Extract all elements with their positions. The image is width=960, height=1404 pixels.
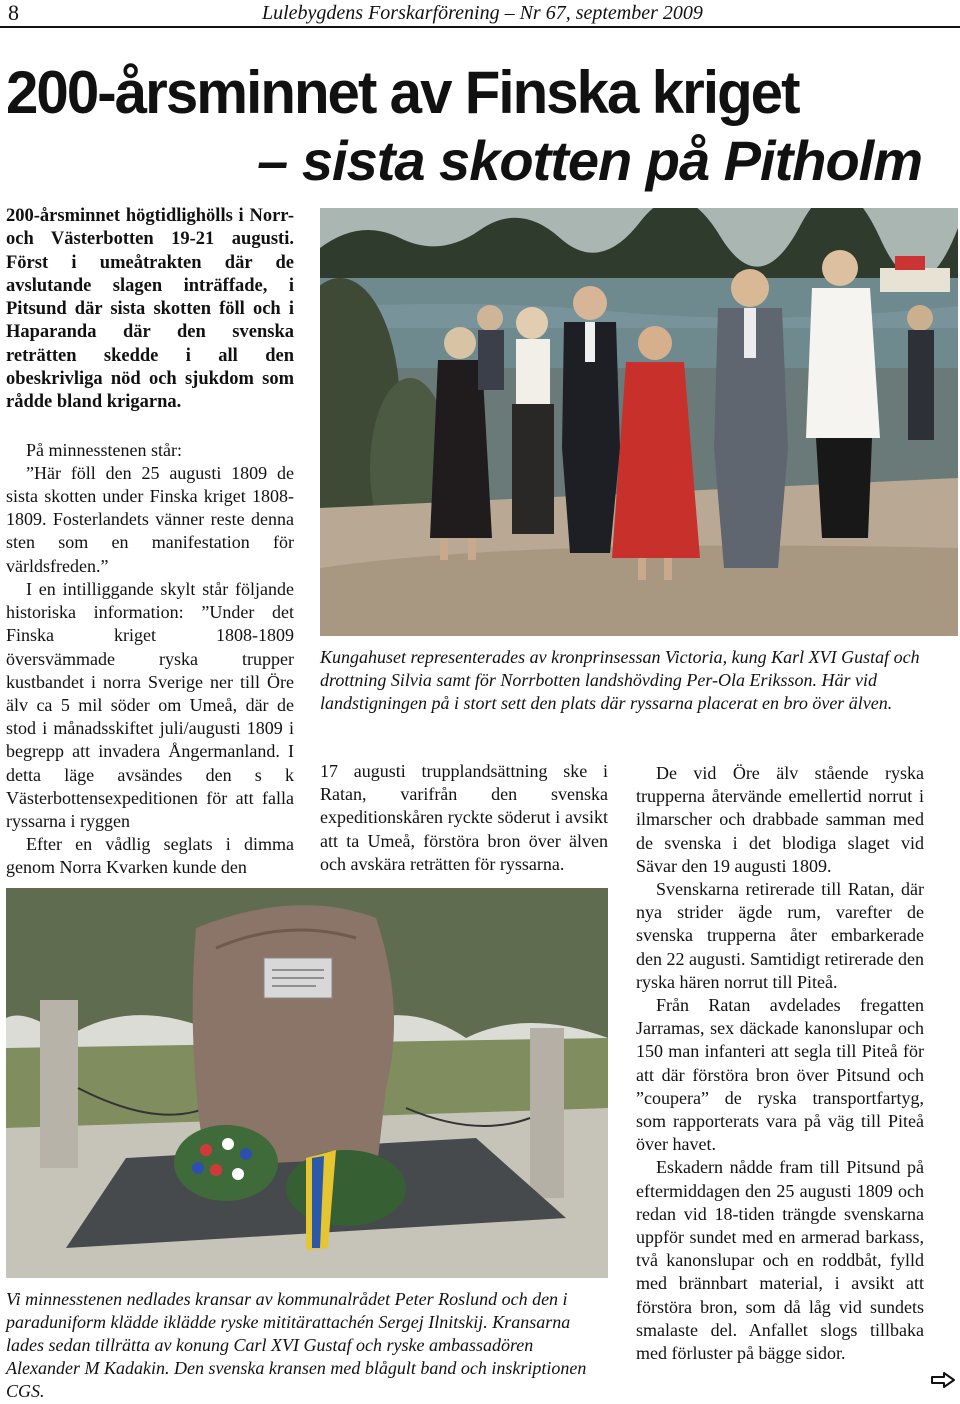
column-1 <box>6 205 294 880</box>
memorial-photo-illustration <box>6 888 608 1278</box>
col3-paragraph: Från Ratan avdelades fregatten Jarramas, sex däckade kanonslupar och 150 man infanteri att segla till Piteå för att där förstöra bron över Pitsund och ”coupera” de ryska transportfartyg, som rapporterats vara på väg till Piteå över havet. <box>636 995 924 1155</box>
royals-photo-illustration <box>320 208 958 636</box>
col1-paragraph: På minnesstenen står: <box>26 439 182 460</box>
col1-paragraph: I en intilliggande skylt står följande historiska information: ”Under det Finska kriget 1808-1809 översvämmade ryska trupper kustbandet i norra Sverige ner till Öre älv ca 5 mil söder om Umeå, där de stod i månadsskiftet juli/augusti 1809 i begrepp att invadera Ångermanland. I detta läge avsändes den s k Västerbottensexpeditionen för att falla ryssarna i ryggen <box>6 578 294 831</box>
page-number: 8 <box>8 0 19 25</box>
photo-caption-top: Kungahuset representerades av kronprinsessan Victoria, kung Karl XVI Gustaf och drottning Silvia samt för Norrbotten landshövding Per-Ola Eriksson. Här vid landstigningen på i stort sett den plats där ryssarna placerat en bro över älven. <box>320 647 920 713</box>
photo-caption-bottom: Vi minnesstenen nedlades kransar av kommunalrådet Peter Roslund och den i paraduniform klädde ikläddе ryske mititärattachén Sergej Ilnitskij. Kransarna lades sedan tillrätta av konung Carl XVI Gustaf och ryske ambassadören Alexander M Kadakin. Den svenska kransen med blågult band och inskriptionen CGS. <box>6 1289 587 1401</box>
col3-paragraph: De vid Öre älv stående ryska trupperna återvände emellertid norrut i ilmarscher och drabbade samman med de svenska i det blodiga slaget vid Sävar den 19 augusti 1809. <box>636 763 924 876</box>
article-subtitle: – sista skotten på Pitholm <box>257 129 922 192</box>
memorial-stone-photo <box>6 888 608 1278</box>
royals-photo <box>320 208 958 636</box>
col3-paragraph: Eskadern nådde fram till Pitsund på eftermiddagen den 25 augusti 1809 och redan vid 18-tiden trängde svenskarna uppför sundet med en armerad barkass, två kanonslupar och en roddbåt, fylld med brännbart material, i avsikt att förstöra bron, som då låg vid sundets smalaste del. Anfallet slogs tillbaka med förluster på bägge sidor. <box>636 1157 924 1364</box>
continue-arrow-icon <box>930 1371 956 1394</box>
article-title: 200-årsminnet av Finska kriget <box>6 59 799 126</box>
col2-paragraph: 17 augusti trupplandsättning ske i Ratan, varifrån den svenska expeditionskåren ryckte söderut i avsikt att ta Umeå, förstöra bron över älven och avskära reträtten för ryssarna. <box>320 761 608 874</box>
col1-paragraph: ”Här föll den 25 augusti 1809 de sista skotten under Finska kriget 1808-1809. Fosterlandets vänner reste denna sten som en manifestation för världsfreden.” <box>6 462 294 576</box>
running-title: Lulebygdens Forskarförening – Nr 67, september 2009 <box>262 2 703 24</box>
intro-paragraph: 200-årsminnet högtidlighölls i Norr- och Västerbotten 19-21 augusti. Först i umeåtrakten där de avslutande slagen inträffade, i Pitsund där sista skotten föll och i Haparanda där den svenska reträtten skedde i all den obeskrivliga nöd och sjukdom som rådde bland krigarna. <box>6 206 294 413</box>
column-3 <box>636 762 924 1365</box>
column-2 <box>320 760 608 876</box>
header-rule <box>0 26 960 28</box>
col1-paragraph: Efter en vådlig seglats i dimma genom Norra Kvarken kunde den <box>6 834 294 878</box>
col3-paragraph: Svenskarna retirerade till Ratan, där nya strider ägde rum, varefter de svenska trupperna åter embarkerade den 22 augusti. Samtidigt retirerade den ryska hären norrut till Piteå. <box>636 879 924 992</box>
